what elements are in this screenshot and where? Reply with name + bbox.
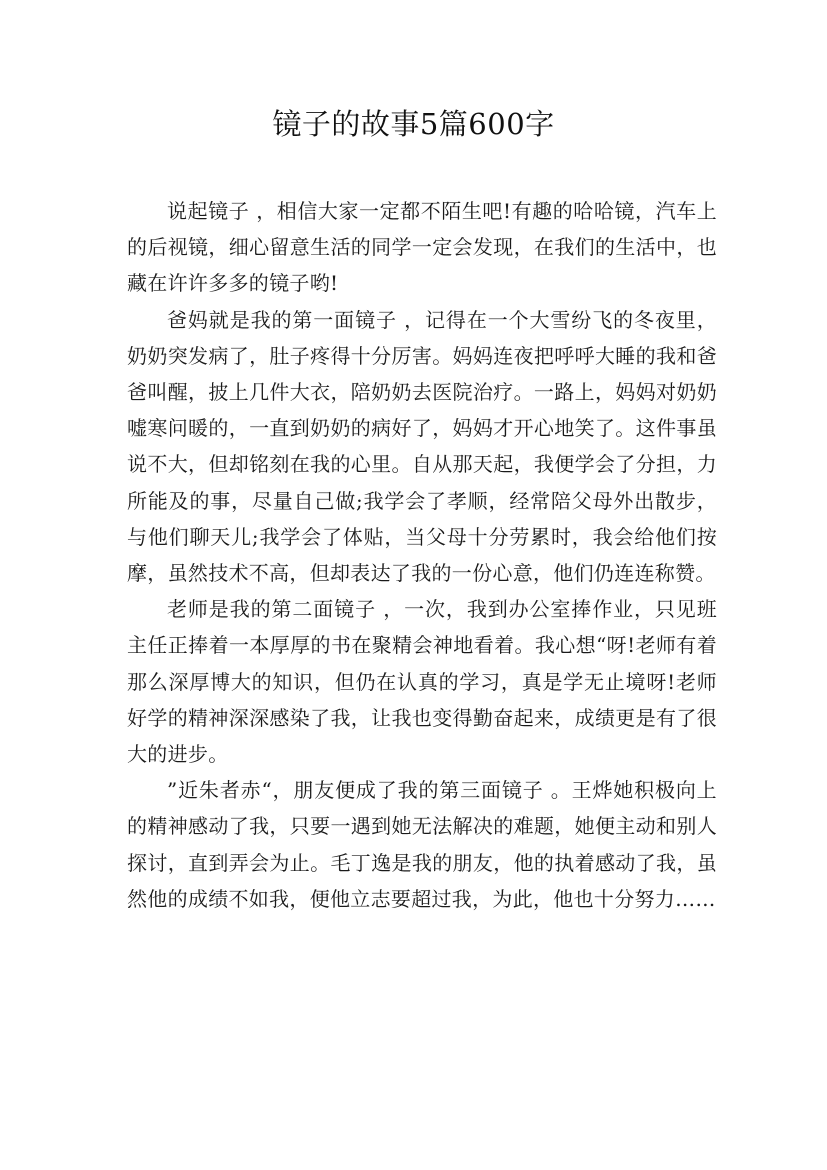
paragraph-1: 说起镜子 ，相信大家一定都不陌生吧!有趣的哈哈镜，汽车上的后视镜，细心留意生活的同学一定会发现，在我们的生活中，也藏在许许多多的镜子哟! [127, 199, 717, 296]
paragraph-2: 爸妈就是我的第一面镜子 ，记得在一个大雪纷飞的冬夜里，奶奶突发病了，肚子疼得十分厉害。妈妈连夜把呼呼大睡的我和爸爸叫醒，披上几件大衣，陪奶奶去医院治疗。一路上，妈妈对奶奶嘘寒问暖的，一直到奶奶的病好了，妈妈才开心地笑了。这件事虽说不大，但却铭刻在我的心里。自从那天起，我便学会了分担，力所能及的事，尽量自己做;我学会了孝顺，经常陪父母外出散步，与他们聊天儿;我学会了体贴，当父母十分劳累时，我会给他们按摩，虽然技术不高，但却表达了我的一份心意，他们仍连连称赞。 [127, 307, 717, 586]
document-title: 镜子的故事5篇600字 [272, 107, 555, 141]
paragraph-4: ”近朱者赤“，朋友便成了我的第三面镜子 。王烨她积极向上的精神感动了我，只要一遇到她无法解决的难题，她便主动和别人探讨，直到弄会为止。毛丁逸是我的朋友，他的执着感动了我，虽然他的成绩不如我，便他立志要超过我，为此，他也十分努力…… [127, 778, 717, 911]
paragraph-3: 老师是我的第二面镜子 ，一次，我到办公室捧作业，只见班主任正捧着一本厚厚的书在聚精会神地看着。我心想“呀!老师有着那么深厚博大的知识，但仍在认真的学习，真是学无止境呀!老师好学的精神深深感染了我，让我也变得勤奋起来，成绩更是有了很大的进步。 [127, 597, 717, 767]
document-body [127, 193, 717, 917]
